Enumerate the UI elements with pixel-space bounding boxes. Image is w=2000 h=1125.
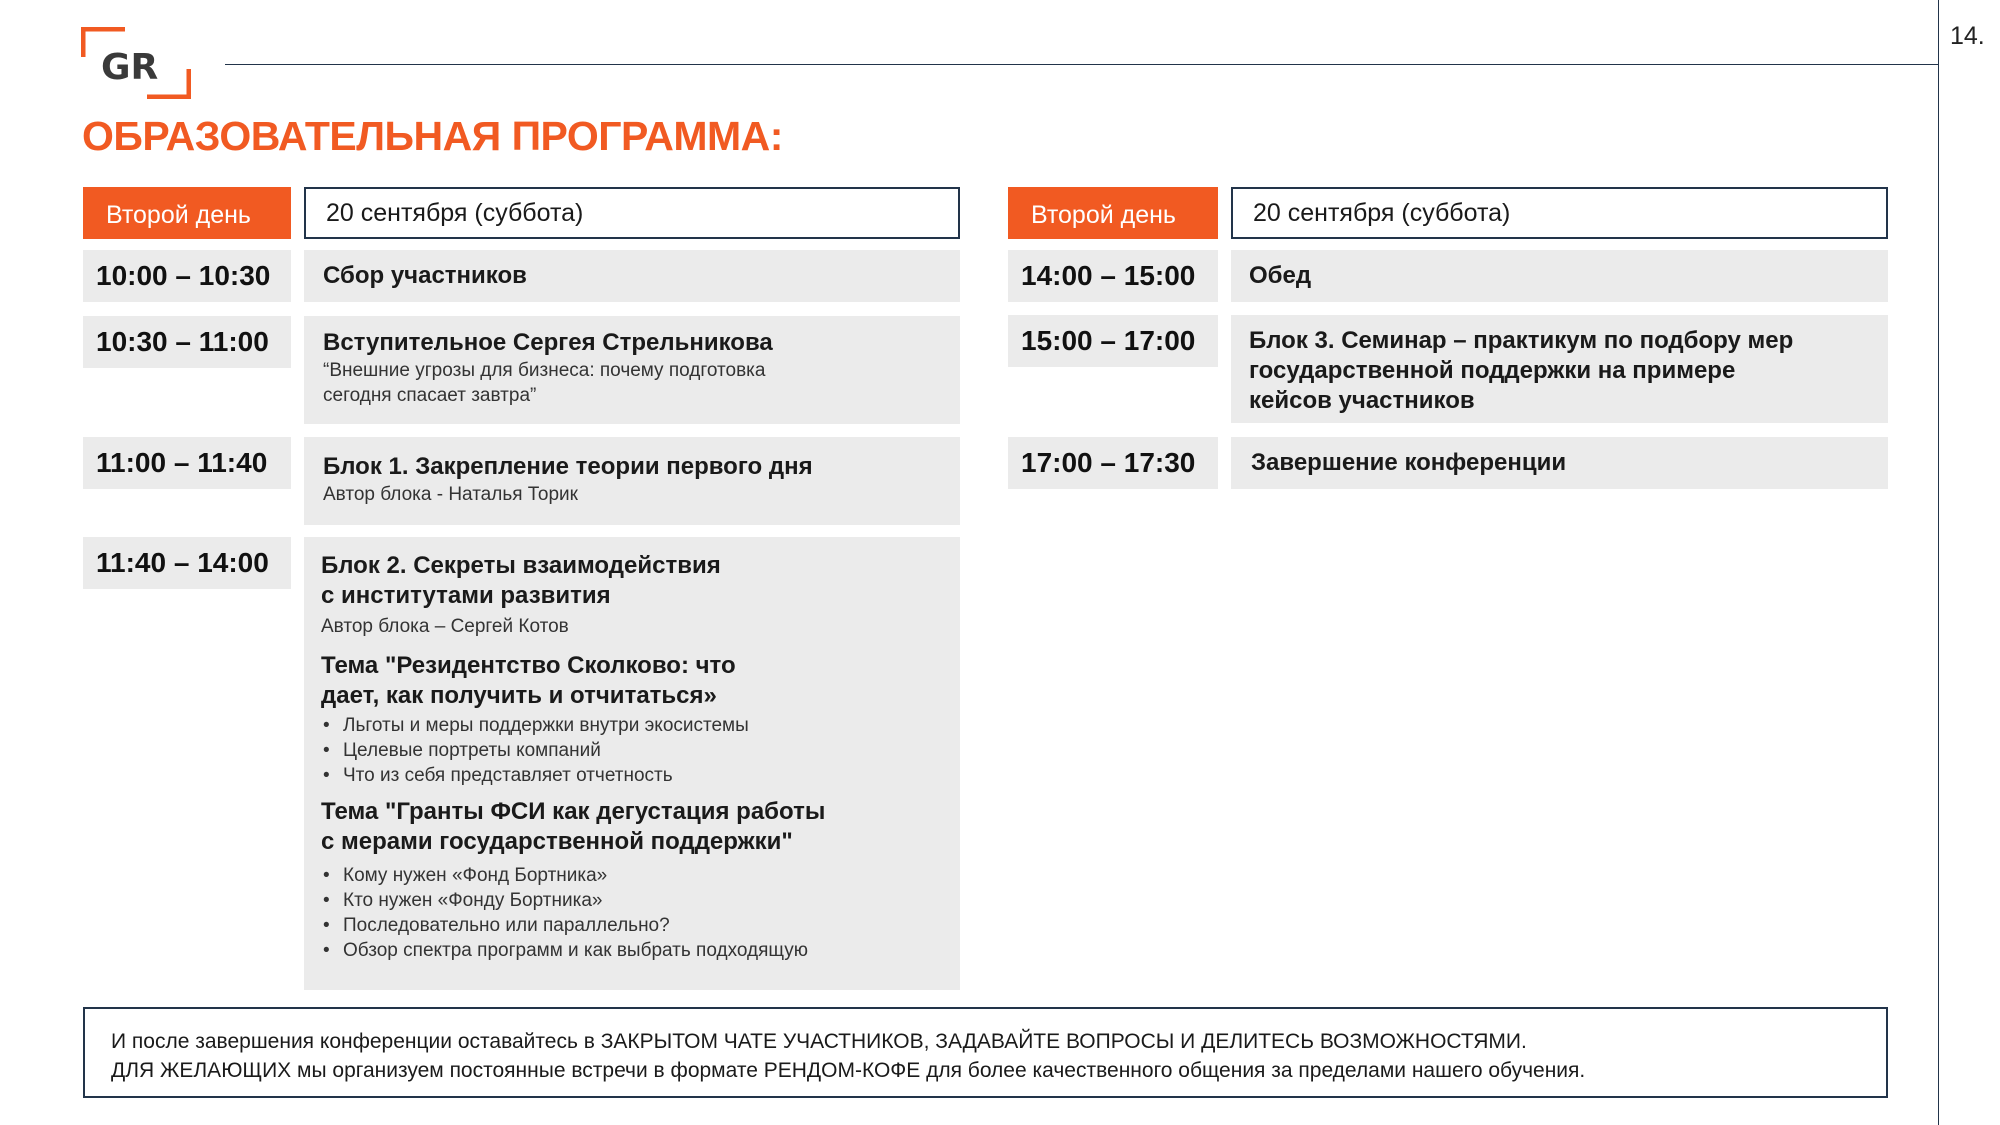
- topic-title: Тема "Резидентство Сколково: что: [321, 652, 736, 679]
- bullet-item: • Кому нужен «Фонд Бортника»: [321, 863, 960, 888]
- topic-title: с мерами государственной поддержки": [321, 828, 793, 855]
- session-title: Блок 1. Закрепление теории первого дня: [323, 453, 813, 480]
- session-title: Завершение конференции: [1251, 449, 1567, 476]
- session-cell: [1231, 250, 1888, 302]
- session-title: Сбор участников: [323, 262, 527, 289]
- footer-note: [83, 1007, 1888, 1098]
- bullet-item: • Кто нужен «Фонду Бортника»: [321, 888, 960, 913]
- bullet-item: • Льготы и меры поддержки внутри экосистемы: [321, 713, 960, 738]
- right-day-label: Второй день: [1008, 187, 1218, 239]
- time-slot: 14:00 – 15:00: [1008, 250, 1218, 302]
- left-day-label: Второй день: [83, 187, 291, 239]
- time-slot: 17:00 – 17:30: [1008, 437, 1218, 489]
- header-divider: [225, 64, 1938, 65]
- left-date: 20 сентября (суббота): [304, 187, 960, 239]
- topic-block: [321, 797, 960, 963]
- time-slot: 11:00 – 11:40: [83, 437, 291, 489]
- session-title: с институтами развития: [321, 582, 611, 609]
- bullet-item: • Обзор спектра программ и как выбрать подходящую: [321, 938, 960, 963]
- footer-line: И после завершения конференции оставайтесь в ЗАКРЫТОМ ЧАТЕ УЧАСТНИКОВ, ЗАДАВАЙТЕ ВОПРОСЫ И ДЕЛИТЕСЬ ВОЗМОЖНОСТЯМИ.: [111, 1030, 1527, 1053]
- session-author: Автор блока - Наталья Торик: [323, 484, 578, 505]
- session-title: Блок 2. Секреты взаимодействия: [321, 552, 721, 579]
- session-title: кейсов участников: [1249, 387, 1475, 414]
- footer-line: ДЛЯ ЖЕЛАЮЩИХ мы организуем постоянные встречи в формате РЕНДОМ-КОФЕ для более качественного общения за пределами нашего обучения.: [111, 1059, 1586, 1082]
- topic-block: [321, 651, 960, 788]
- session-author: Автор блока – Сергей Котов: [321, 616, 569, 637]
- session-subtitle: “Внешние угрозы для бизнеса: почему подготовка: [323, 360, 766, 381]
- gr-logo: [81, 27, 191, 99]
- session-title: Вступительное Сергея Стрельникова: [323, 329, 773, 356]
- session-subtitle: сегодня спасает завтра”: [323, 385, 537, 406]
- right-divider: [1938, 0, 1939, 1125]
- session-title: Обед: [1249, 262, 1312, 289]
- session-cell: [304, 537, 960, 990]
- session-cell: [304, 437, 960, 525]
- bullet-item: • Последовательно или параллельно?: [321, 913, 960, 938]
- session-title: государственной поддержки на примере: [1249, 357, 1736, 384]
- topic-title: дает, как получить и отчитаться»: [321, 682, 717, 709]
- session-cell: [1231, 437, 1888, 489]
- session-cell: [1231, 315, 1888, 423]
- time-slot: 10:00 – 10:30: [83, 250, 291, 302]
- time-slot: 11:40 – 14:00: [83, 537, 291, 589]
- session-cell: [304, 316, 960, 424]
- topic-bullets: [321, 713, 960, 788]
- time-slot: 15:00 – 17:00: [1008, 315, 1218, 367]
- bullet-item: • Целевые портреты компаний: [321, 738, 960, 763]
- right-date: 20 сентября (суббота): [1231, 187, 1888, 239]
- page-title: ОБРАЗОВАТЕЛЬНАЯ ПРОГРАММА:: [82, 113, 783, 159]
- bullet-item: • Что из себя представляет отчетность: [321, 763, 960, 788]
- logo-text: GR: [101, 47, 159, 88]
- session-cell: [304, 250, 960, 302]
- page-number: 14.: [1950, 22, 1985, 50]
- topic-bullets: [321, 863, 960, 963]
- session-title: Блок 3. Семинар – практикум по подбору мер: [1249, 327, 1794, 354]
- topic-title: Тема "Гранты ФСИ как дегустация работы: [321, 798, 826, 825]
- time-slot: 10:30 – 11:00: [83, 316, 291, 368]
